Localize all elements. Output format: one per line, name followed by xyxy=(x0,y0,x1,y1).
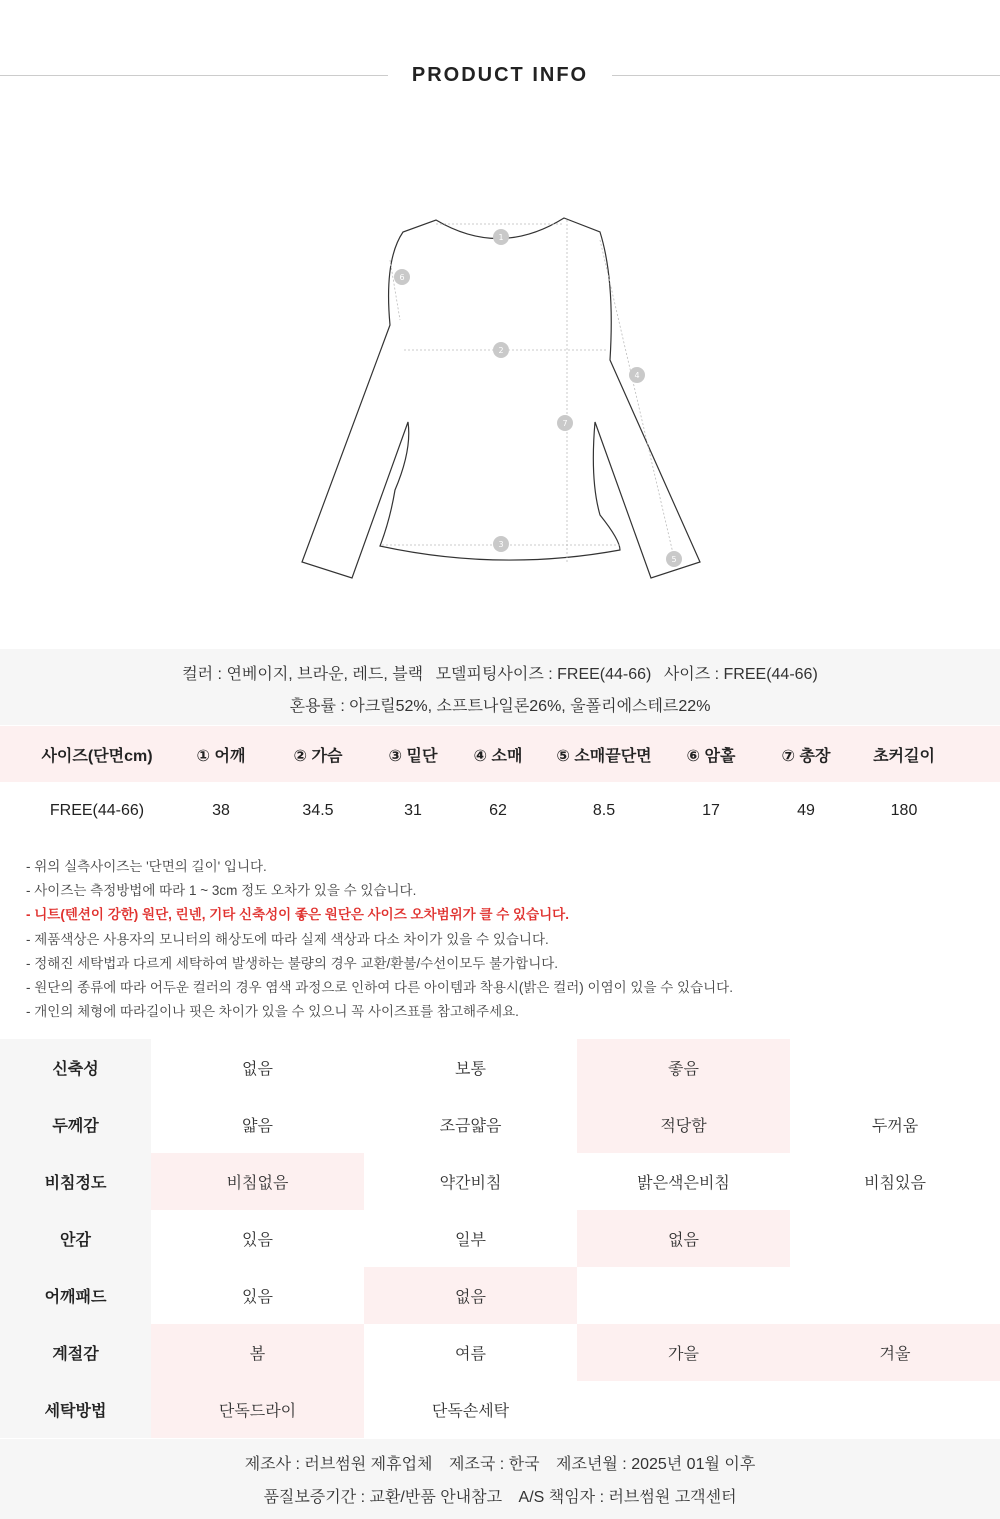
manufacture-date-text: 제조년월 : 2025년 01월 이후 xyxy=(556,1456,756,1473)
attribute-option-selected: 적당함 xyxy=(577,1096,790,1153)
warning-note: - 니트(텐션이 강한) 원단, 린넨, 기타 신축성이 좋은 원단은 사이즈 오차범위가 클 수 있습니다. xyxy=(26,907,569,923)
size-value-cell-7: 49 xyxy=(797,801,815,819)
manufacturer-info xyxy=(0,1439,1000,1519)
page-title: PRODUCT INFO xyxy=(411,64,589,86)
size-header-cell-5: ⑤ 소매끝단면 xyxy=(556,747,652,765)
note-item: - 사이즈는 측정방법에 따라 1 ~ 3cm 정도 오차가 있을 수 있습니다. xyxy=(26,883,417,899)
attribute-label: 두께감 xyxy=(0,1096,151,1153)
model-size-text: 모델피팅사이즈 : FREE(44-66) xyxy=(435,666,652,683)
note-item: - 원단의 종류에 따라 어두운 컬러의 경우 염색 과정으로 인하여 다른 아이템과 착용시(밝은 컬러) 이염이 있을 수 있습니다. xyxy=(26,979,733,995)
note-item: - 정해진 세탁법과 다르게 세탁하여 발생하는 불량의 경우 교환/환불/수선이모두 불가합니다. xyxy=(26,955,559,971)
attribute-option: 두꺼움 xyxy=(871,1118,919,1135)
attribute-row xyxy=(0,1153,1000,1210)
attribute-option: 여름 xyxy=(455,1346,486,1363)
marker-4 xyxy=(629,367,645,383)
attribute-option xyxy=(577,1381,790,1438)
size-header-cell-3: ③ 밑단 xyxy=(388,747,438,765)
attribute-option: 있음 xyxy=(242,1289,273,1306)
attribute-option-selected: 없음 xyxy=(577,1210,790,1267)
as-contact-text: A/S 책임자 : 러브썸원 고객센터 xyxy=(518,1489,737,1506)
attribute-option-selected: 좋음 xyxy=(577,1039,790,1096)
note-item: - 위의 실측사이즈는 '단면의 길이' 입니다. xyxy=(26,859,267,874)
size-header-cell-1: ① 어깨 xyxy=(196,747,246,765)
size-header-cell-4: ④ 소매 xyxy=(473,747,523,765)
attribute-option-selected: 단독드라이 xyxy=(151,1381,364,1438)
attribute-row xyxy=(0,1381,1000,1438)
attribute-label: 어깨패드 xyxy=(0,1267,151,1324)
manufacturer-line xyxy=(0,1451,1000,1474)
size-table-header xyxy=(0,726,1000,782)
marker-2 xyxy=(493,342,509,358)
svg-text:3: 3 xyxy=(498,540,504,549)
attribute-label: 세탁방법 xyxy=(0,1381,151,1438)
garment-outline xyxy=(302,218,700,578)
measurement-lines xyxy=(382,220,675,562)
size-value-cell-8: 180 xyxy=(890,801,918,819)
attribute-option: 보통 xyxy=(455,1061,486,1078)
marker-5 xyxy=(666,551,682,567)
attribute-option-selected: 가을 xyxy=(577,1324,790,1381)
note-item: - 개인의 체형에 따라길이나 핏은 차이가 있을 수 있으니 꼭 사이즈표를 참고해주세요. xyxy=(26,1004,519,1020)
size-text: 사이즈 : FREE(44-66) xyxy=(663,666,818,683)
attribute-option xyxy=(790,1039,1000,1096)
attribute-label: 신축성 xyxy=(0,1039,151,1096)
svg-text:5: 5 xyxy=(671,555,677,564)
attribute-option xyxy=(790,1210,1000,1267)
attribute-option: 밝은색은비침 xyxy=(637,1175,730,1192)
size-value-cell-2: 34.5 xyxy=(302,801,334,819)
material-text: 혼용률 : 아크릴52%, 소프트나일론26%, 울폴리에스테르22% xyxy=(289,698,711,715)
attribute-option xyxy=(790,1267,1000,1324)
attribute-row xyxy=(0,1324,1000,1381)
attribute-option-selected: 비침없음 xyxy=(151,1153,364,1210)
size-value-cell-4: 62 xyxy=(489,801,507,819)
svg-text:6: 6 xyxy=(399,273,405,282)
size-header-cell-7: ⑦ 총장 xyxy=(781,747,831,765)
warranty-text: 품질보증기간 : 교환/반품 안내참고 xyxy=(263,1489,503,1506)
product-info-title-row xyxy=(0,62,1000,90)
size-value-cell-5: 8.5 xyxy=(592,801,616,819)
svg-text:2: 2 xyxy=(498,346,504,355)
attribute-option: 조금얇음 xyxy=(439,1118,502,1135)
attribute-row xyxy=(0,1039,1000,1096)
svg-text:4: 4 xyxy=(634,371,640,380)
marker-6 xyxy=(394,269,410,285)
marker-3 xyxy=(493,536,509,552)
attribute-option: 얇음 xyxy=(242,1118,273,1135)
svg-text:7: 7 xyxy=(562,419,568,428)
color-text: 컬러 : 연베이지, 브라운, 레드, 블랙 xyxy=(182,666,424,683)
attribute-row xyxy=(0,1096,1000,1153)
warranty-line xyxy=(0,1484,1000,1507)
size-header-cell-6: ⑥ 암홀 xyxy=(686,747,736,765)
note-item: - 제품색상은 사용자의 모니터의 해상도에 따라 실제 색상과 다소 차이가 있을 수 있습니다. xyxy=(26,931,549,947)
attribute-label: 비침정도 xyxy=(0,1153,151,1210)
garment-size-diagram xyxy=(280,200,720,600)
svg-text:1: 1 xyxy=(498,233,504,242)
attribute-option: 일부 xyxy=(455,1232,486,1249)
attribute-option: 약간비침 xyxy=(439,1175,502,1192)
size-value-cell-6: 17 xyxy=(702,801,720,819)
title-divider-right xyxy=(612,75,1000,76)
color-size-line xyxy=(0,661,1000,684)
attribute-label: 안감 xyxy=(0,1210,151,1267)
size-header-cell-2: ② 가슴 xyxy=(293,747,343,765)
size-notes xyxy=(26,857,986,1026)
country-text: 제조국 : 한국 xyxy=(448,1456,540,1473)
attribute-option: 비침있음 xyxy=(864,1175,926,1192)
attribute-option xyxy=(790,1381,1000,1438)
attribute-option-selected: 겨울 xyxy=(790,1324,1000,1381)
size-header-cell-0: 사이즈(단면cm) xyxy=(41,747,153,765)
attribute-option: 없음 xyxy=(242,1061,273,1078)
attribute-label: 계절감 xyxy=(0,1324,151,1381)
attribute-row xyxy=(0,1210,1000,1267)
marker-1 xyxy=(493,229,509,245)
size-value-cell-1: 38 xyxy=(212,801,230,819)
table-row xyxy=(0,782,1000,839)
attribute-row xyxy=(0,1267,1000,1324)
size-header-cell-8: 초커길이 xyxy=(873,747,935,765)
marker-7 xyxy=(557,415,573,431)
attribute-option xyxy=(577,1267,790,1324)
attribute-option-selected: 없음 xyxy=(364,1267,577,1324)
attribute-option: 단독손세탁 xyxy=(431,1403,510,1420)
size-value-cell-0: FREE(44-66) xyxy=(49,801,145,819)
manufacturer-text: 제조사 : 러브썸원 제휴업체 xyxy=(244,1456,433,1473)
attribute-option: 있음 xyxy=(242,1232,273,1249)
size-table xyxy=(0,726,1000,839)
product-info-band xyxy=(0,649,1000,725)
size-value-cell-3: 31 xyxy=(404,801,422,819)
product-attributes-table xyxy=(0,1039,1000,1438)
attribute-option-selected: 봄 xyxy=(151,1324,364,1381)
